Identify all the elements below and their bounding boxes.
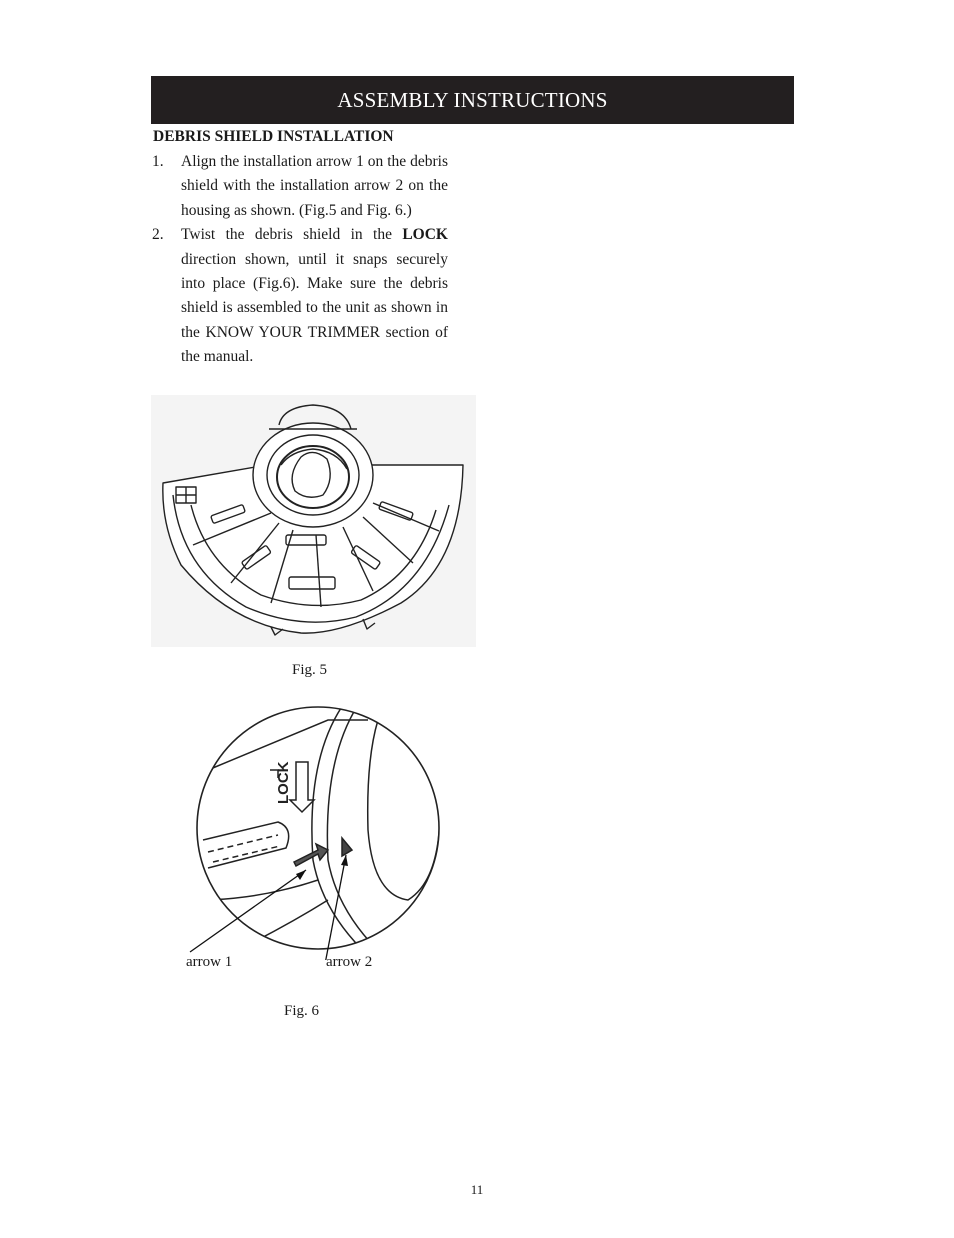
step-text-post: direction shown, until it snaps securely into place (Fig.6). Make sure the debris shield is assembled to the unit as shown in the KNOW YOUR TRIMMER section of the manual. (181, 250, 448, 366)
page-title: ASSEMBLY INSTRUCTIONS (337, 87, 608, 112)
fig6-caption: Fig. 6 (284, 1003, 320, 1019)
instruction-list (152, 150, 448, 370)
page-number: 11 (470, 1182, 484, 1197)
instruction-step-2 (152, 223, 448, 369)
step-number: 1. (152, 153, 164, 170)
lock-emphasis: LOCK (402, 226, 448, 244)
lock-label-text: LOCK (275, 761, 292, 804)
step-text-pre: Twist the debris shield in the (181, 226, 403, 244)
step-number: 2. (152, 226, 164, 244)
section-banner (151, 76, 794, 124)
instruction-step-1 (152, 150, 448, 223)
section-heading: DEBRIS SHIELD INSTALLATION (153, 128, 394, 145)
fig5-caption: Fig. 5 (292, 662, 328, 678)
arrow1-label: arrow 1 (186, 954, 233, 970)
step-text: Align the installation arrow 1 on the debris shield with the installation arrow 2 on the housing as shown. (Fig.5 and Fig. 6.) (181, 153, 448, 219)
fig6-closeup-illustration (178, 700, 448, 960)
arrow2-label: arrow 2 (326, 954, 373, 970)
fig5-debris-shield-illustration (151, 395, 476, 647)
